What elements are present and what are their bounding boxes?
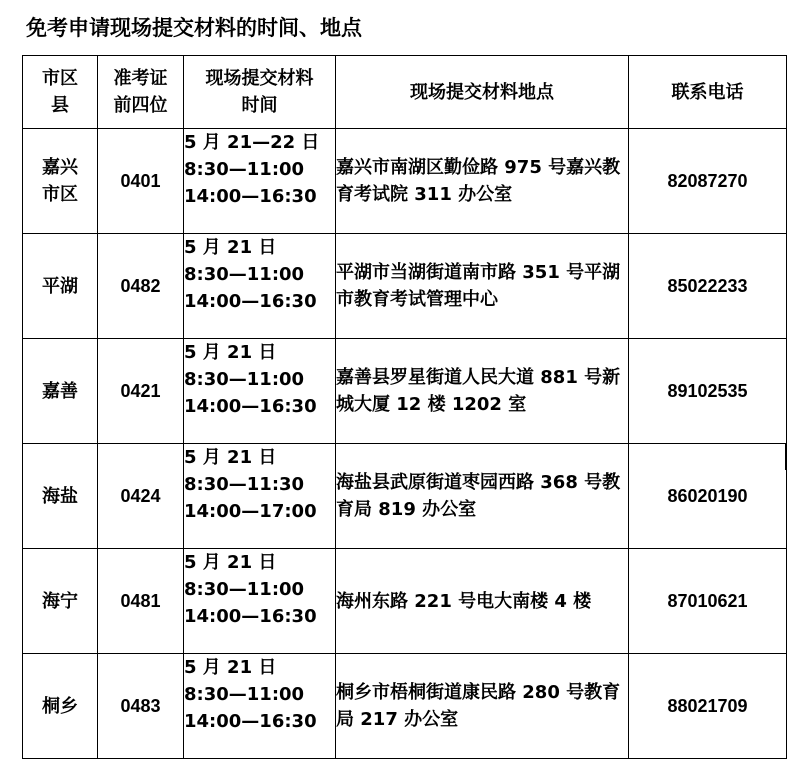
table-row — [23, 549, 787, 654]
header-ticket-prefix — [98, 56, 184, 129]
ticket-prefix-cell: 0421 — [98, 339, 184, 444]
submission-time-cell — [184, 654, 336, 759]
time-line: 8:30—11:00 — [184, 369, 305, 390]
time-line: 14:00—16:30 — [184, 186, 317, 207]
county-name-line: 嘉兴 — [42, 157, 78, 178]
header-county — [23, 56, 98, 129]
header-submission-time — [184, 56, 336, 129]
table-body — [23, 129, 787, 759]
time-line: 5 月 21 日 — [184, 342, 277, 363]
county-name-line: 海宁 — [42, 590, 78, 612]
submission-time-cell — [184, 339, 336, 444]
submission-time-cell — [184, 444, 336, 549]
contact-phone-cell: 87010621 — [629, 549, 787, 654]
table-row — [23, 654, 787, 759]
ticket-prefix-cell: 0401 — [98, 129, 184, 234]
time-line: 14:00—17:00 — [184, 501, 317, 522]
time-line: 14:00—16:30 — [184, 606, 317, 627]
page-title: 免考申请现场提交材料的时间、地点 — [26, 16, 362, 40]
ticket-prefix-cell: 0483 — [98, 654, 184, 759]
table-row — [23, 234, 787, 339]
edge-mark — [785, 444, 787, 470]
submission-place-cell: 嘉善县罗星街道人民大道 881 号新城大厦 12 楼 1202 室 — [336, 339, 629, 444]
time-line: 8:30—11:00 — [184, 264, 305, 285]
header-submission-place: 现场提交材料地点 — [336, 56, 629, 129]
time-line: 8:30—11:00 — [184, 684, 305, 705]
submission-place-cell: 海州东路 221 号电大南楼 4 楼 — [336, 549, 629, 654]
submission-schedule-table — [22, 55, 787, 759]
county-cell — [23, 234, 98, 339]
time-line: 14:00—16:30 — [184, 291, 317, 312]
submission-place-cell: 嘉兴市南湖区勤俭路 975 号嘉兴教育考试院 311 办公室 — [336, 129, 629, 234]
county-name-line: 市区 — [42, 184, 78, 205]
header-county-line: 县 — [51, 95, 69, 116]
time-line: 14:00—16:30 — [184, 396, 317, 417]
submission-place-cell: 海盐县武原街道枣园西路 368 号教育局 819 办公室 — [336, 444, 629, 549]
table-row — [23, 339, 787, 444]
header-contact-phone: 联系电话 — [629, 56, 787, 129]
ticket-prefix-cell: 0481 — [98, 549, 184, 654]
contact-phone-cell: 82087270 — [629, 129, 787, 234]
county-name-line: 平湖 — [42, 275, 78, 297]
county-name-line: 海盐 — [42, 485, 78, 507]
time-line: 5 月 21—22 日 — [184, 132, 320, 153]
submission-place-cell: 桐乡市梧桐街道康民路 280 号教育局 217 办公室 — [336, 654, 629, 759]
header-prefix-line: 准考证 — [113, 68, 168, 89]
ticket-prefix-cell: 0424 — [98, 444, 184, 549]
header-county-line: 市区 — [42, 68, 78, 89]
time-line: 14:00—16:30 — [184, 711, 317, 732]
time-line: 8:30—11:30 — [184, 474, 305, 495]
time-line: 8:30—11:00 — [184, 579, 305, 600]
county-name-line: 嘉善 — [42, 380, 78, 402]
time-line: 8:30—11:00 — [184, 159, 305, 180]
time-line: 5 月 21 日 — [184, 237, 277, 258]
submission-time-cell — [184, 129, 336, 234]
contact-phone-cell: 86020190 — [629, 444, 787, 549]
submission-time-cell — [184, 549, 336, 654]
contact-phone-cell: 89102535 — [629, 339, 787, 444]
county-cell — [23, 444, 98, 549]
table-header-row — [23, 56, 787, 129]
county-cell — [23, 339, 98, 444]
ticket-prefix-cell: 0482 — [98, 234, 184, 339]
submission-time-cell — [184, 234, 336, 339]
time-line: 5 月 21 日 — [184, 657, 277, 678]
county-cell — [23, 549, 98, 654]
contact-phone-cell: 85022233 — [629, 234, 787, 339]
county-cell — [23, 129, 98, 234]
header-time-line: 现场提交材料 — [205, 68, 314, 89]
submission-place-cell: 平湖市当湖街道南市路 351 号平湖市教育考试管理中心 — [336, 234, 629, 339]
contact-phone-cell: 88021709 — [629, 654, 787, 759]
table-row — [23, 129, 787, 234]
time-line: 5 月 21 日 — [184, 552, 277, 573]
header-prefix-line: 前四位 — [113, 95, 168, 116]
county-cell — [23, 654, 98, 759]
time-line: 5 月 21 日 — [184, 447, 277, 468]
county-name-line: 桐乡 — [42, 695, 78, 717]
table-row — [23, 444, 787, 549]
header-time-line: 时间 — [241, 95, 278, 116]
